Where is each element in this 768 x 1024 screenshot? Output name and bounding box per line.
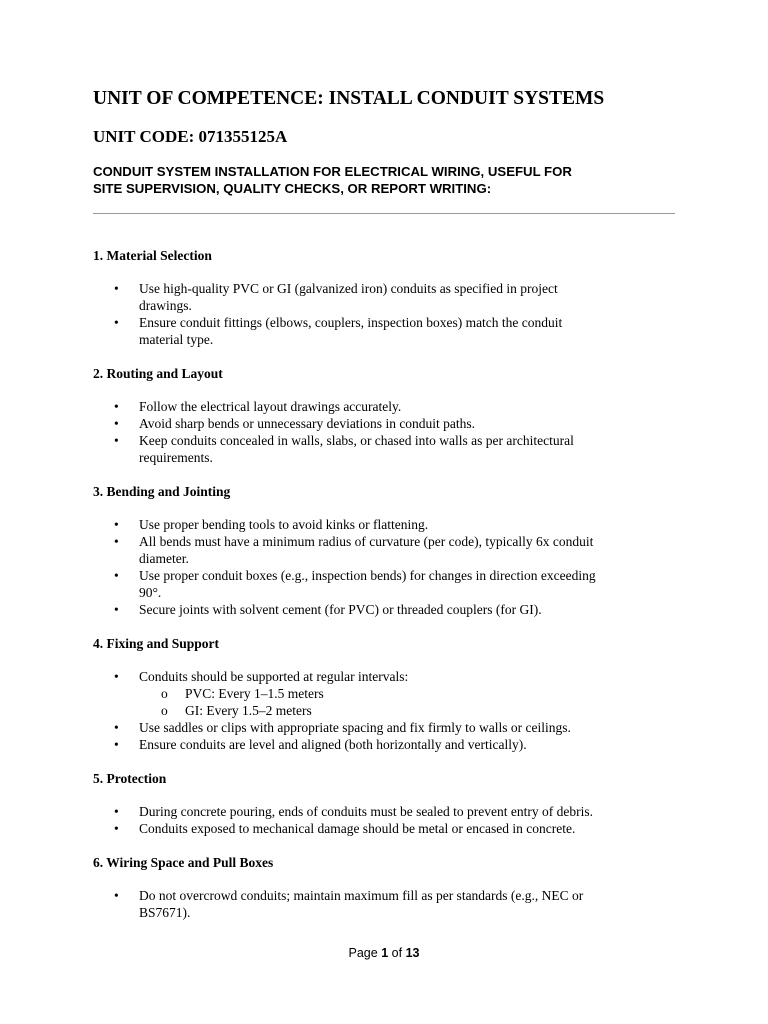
current-page-number: 1 [381, 946, 389, 960]
list-item-text: • Ensure conduits are level and aligned (both horizontally and vertically). [139, 737, 527, 752]
section-heading: 4. Fixing and Support [93, 636, 220, 651]
subtitle-line: CONDUIT SYSTEM INSTALLATION FOR ELECTRICAL WIRING, USEFUL FOR [93, 164, 572, 179]
list-item-text: • All bends must have a minimum radius of curvature (per code), typically 6x conduit [139, 534, 594, 549]
list-item-text: • Ensure conduit fittings (elbows, couplers, inspection boxes) match the conduit [139, 315, 563, 330]
page-label: Page [348, 946, 378, 960]
list-item-text: requirements. [139, 450, 213, 465]
horizontal-rule [93, 213, 675, 214]
list-item-text: diameter. [139, 551, 189, 566]
list-item [93, 736, 683, 753]
list-item-text: • Use high-quality PVC or GI (galvanized iron) conduits as specified in project [139, 281, 558, 296]
list-item-text: BS7671). [139, 905, 191, 920]
list-item-text: • Do not overcrowd conduits; maintain maximum fill as per standards (e.g., NEC or [139, 888, 584, 903]
unit-code: UNIT CODE: 071355125A [93, 127, 288, 146]
document-title: UNIT OF COMPETENCE: INSTALL CONDUIT SYSTEMS [93, 88, 605, 109]
section-heading: 5. Protection [93, 771, 167, 786]
section-heading: 2. Routing and Layout [93, 366, 223, 381]
list-item-text: material type. [139, 332, 214, 347]
bullet-list [93, 516, 683, 618]
bullet-list [93, 668, 683, 753]
page-footer [0, 946, 768, 960]
sub-bullet-list [139, 685, 683, 719]
list-item [93, 803, 683, 820]
list-item [93, 820, 683, 837]
list-item [93, 516, 683, 533]
list-item-text: • Use proper bending tools to avoid kinks or flattening. [139, 517, 429, 532]
sub-list-item: o PVC: Every 1–1.5 meters [139, 685, 683, 702]
list-item-text: • Conduits should be supported at regular intervals: [139, 669, 409, 684]
section-heading: 1. Material Selection [93, 248, 212, 263]
list-item-text: • Conduits exposed to mechanical damage should be metal or encased in concrete. [139, 821, 576, 836]
list-item [93, 280, 683, 314]
sub-list-item: o GI: Every 1.5–2 meters [139, 702, 683, 719]
subtitle-line: SITE SUPERVISION, QUALITY CHECKS, OR REPORT WRITING: [93, 181, 492, 196]
list-item-text: • Avoid sharp bends or unnecessary deviations in conduit paths. [139, 416, 476, 431]
list-item [93, 415, 683, 432]
bullet-list [93, 398, 683, 466]
list-item-text: 90°. [139, 585, 162, 600]
document-subtitle [93, 163, 693, 197]
list-item-text: • Keep conduits concealed in walls, slabs, or chased into walls as per architectural [139, 433, 574, 448]
list-item-text: drawings. [139, 298, 192, 313]
list-item [93, 314, 683, 348]
page-separator: of [391, 946, 403, 960]
list-item [93, 398, 683, 415]
list-item [93, 567, 683, 601]
list-item [93, 533, 683, 567]
list-item [93, 719, 683, 736]
bullet-list [93, 280, 683, 348]
bullet-list [93, 887, 683, 921]
list-item-text: • Follow the electrical layout drawings accurately. [139, 399, 402, 414]
list-item [93, 601, 683, 618]
document-body [93, 247, 683, 938]
list-item-text: • During concrete pouring, ends of conduits must be sealed to prevent entry of debris. [139, 804, 594, 819]
bullet-list [93, 803, 683, 837]
list-item-text: • Use saddles or clips with appropriate spacing and fix firmly to walls or ceilings. [139, 720, 571, 735]
list-item-text: • Secure joints with solvent cement (for PVC) or threaded couplers (for GI). [139, 602, 542, 617]
list-item-text: • Use proper conduit boxes (e.g., inspection bends) for changes in direction exceeding [139, 568, 596, 583]
section-heading: 6. Wiring Space and Pull Boxes [93, 855, 274, 870]
total-page-count: 13 [405, 946, 420, 960]
section-heading: 3. Bending and Jointing [93, 484, 231, 499]
list-item [93, 887, 683, 921]
list-item [93, 432, 683, 466]
list-item [93, 668, 683, 719]
